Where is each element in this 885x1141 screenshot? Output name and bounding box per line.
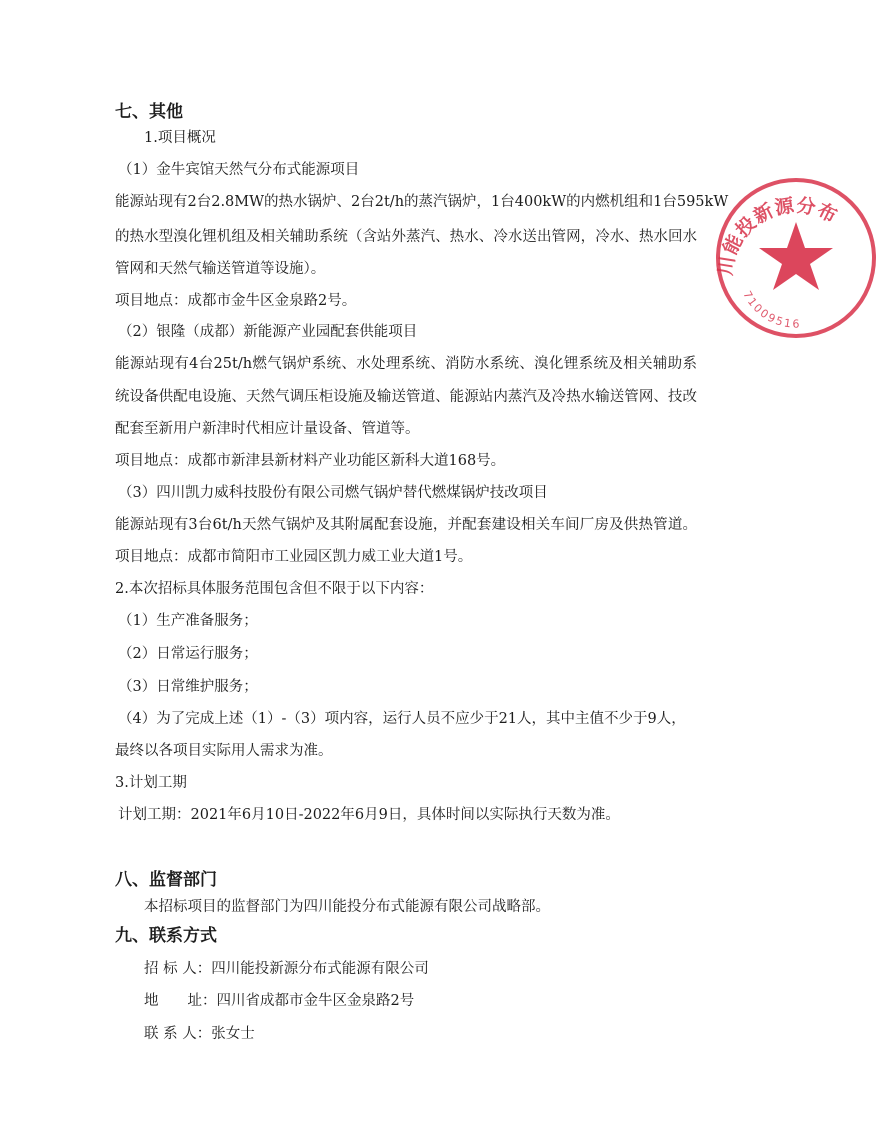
project3-title: （3）四川凯力威科技股份有限公司燃气锅炉替代燃煤锅炉技改项目 (118, 485, 548, 501)
scope-item1: （1）生产准备服务； (118, 613, 258, 629)
section7-sub3: 3.计划工期 (115, 775, 187, 791)
project1-location: 项目地点：成都市金牛区金泉路2号。 (115, 293, 357, 309)
project2-location: 项目地点：成都市新津县新材料产业功能区新科大道168号。 (115, 453, 506, 469)
project2-desc-line3: 配套至新用户新津时代相应计量设备、管道等。 (115, 421, 420, 437)
project2-desc-line2: 统设备供配电设施、天然气调压柜设施及输送管道、能源站内蒸汽及冷热水输送管网、技改 (115, 389, 697, 405)
address-label: 地 址： (144, 993, 217, 1009)
scope-item3: （3）日常维护服务； (118, 679, 258, 695)
project3-desc-line1: 能源站现有3台6t/h天然气锅炉及其附属配套设施，并配套建设相关车间厂房及供热管道。 (115, 517, 697, 533)
section9-heading: 九、联系方式 (115, 926, 217, 946)
seal-text-bottom: 71009516 (740, 288, 802, 331)
contact-row-person (144, 1024, 255, 1044)
project2-desc-line1: 能源站现有4台25t/h燃气锅炉系统、水处理系统、消防水系统、溴化锂系统及相关辅助系 (115, 356, 697, 372)
scope-item4-line2: 最终以各项目实际用人需求为准。 (115, 743, 333, 759)
section8-text: 本招标项目的监督部门为四川能投分布式能源有限公司战略部。 (144, 899, 550, 915)
project1-title: （1）金牛宾馆天然气分布式能源项目 (118, 162, 360, 178)
contact-label: 联 系 人： (144, 1026, 212, 1042)
contact-row-address (144, 991, 414, 1011)
project3-location: 项目地点：成都市简阳市工业园区凯力威工业大道1号。 (115, 549, 473, 565)
contact-row-tenderer (144, 959, 429, 979)
svg-text:71009516 (740, 289, 801, 331)
svg-text:川能投新源分布 (714, 193, 841, 276)
project1-desc-line2: 的热水型溴化锂机组及相关辅助系统（含站外蒸汽、热水、冷水送出管网，冷水、热水回水 (115, 229, 697, 245)
section7-sub2: 2.本次招标具体服务范围包含但不限于以下内容： (115, 581, 434, 597)
address-value: 四川省成都市金牛区金泉路2号 (216, 993, 415, 1009)
schedule-text: 计划工期：2021年6月10日-2022年6月9日，具体时间以实际执行天数为准。 (118, 807, 620, 823)
tenderer-value: 四川能投新源分布式能源有限公司 (211, 961, 429, 977)
official-seal (705, 170, 842, 345)
project1-desc-line3: 管网和天然气输送管道等设施）。 (115, 261, 326, 277)
section8-heading: 八、监督部门 (115, 870, 217, 890)
seal-stamp-icon (705, 170, 885, 350)
section7-heading: 七、其他 (115, 102, 183, 122)
section7-sub1: 1.项目概况 (144, 130, 216, 146)
project1-desc-line1: 能源站现有2台2.8MW的热水锅炉、2台2t/h的蒸汽锅炉，1台400kW的内燃机组和1台595kW (115, 194, 729, 210)
tenderer-label: 招 标 人： (144, 961, 212, 977)
seal-text-top: 川能投新源分布 (714, 194, 842, 277)
scope-item2: （2）日常运行服务； (118, 646, 258, 662)
contact-value: 张女士 (211, 1026, 255, 1042)
project2-title: （2）银隆（成都）新能源产业园配套供能项目 (118, 324, 418, 340)
scope-item4-line1: （4）为了完成上述（1）-（3）项内容，运行人员不应少于21人，其中主值不少于9人， (118, 711, 686, 727)
